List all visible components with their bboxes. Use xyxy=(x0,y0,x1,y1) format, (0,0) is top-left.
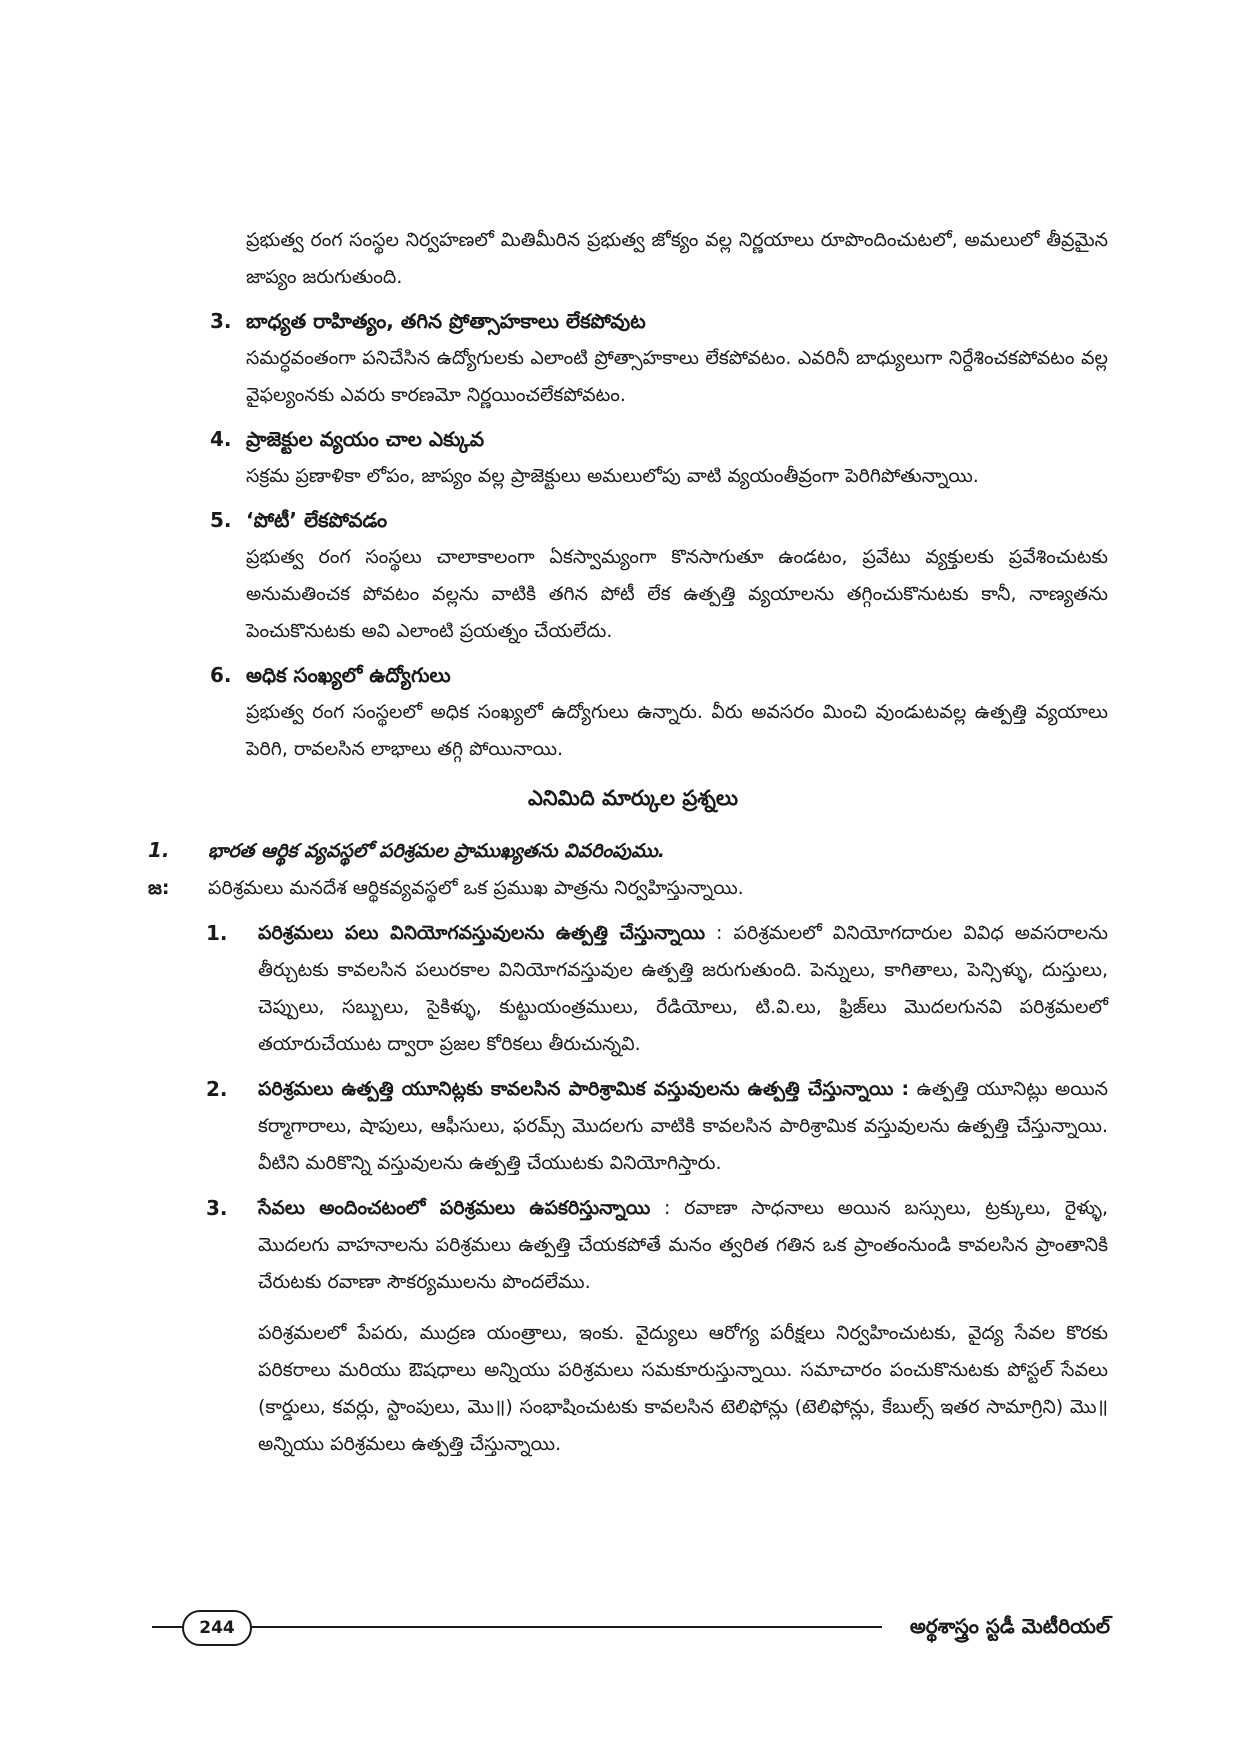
point-number: 4. xyxy=(210,427,232,451)
point-b3 xyxy=(158,1190,1108,1301)
answer xyxy=(148,870,1108,907)
points-section-b xyxy=(158,915,1108,1301)
point-a5 xyxy=(158,501,1108,650)
footer-book-title: అర్థశాస్త్రం స్టడీ మెటీరియల్ xyxy=(909,1614,1110,1638)
page-footer xyxy=(152,1606,1110,1646)
page-number-badge: 244 xyxy=(182,1610,252,1646)
point-number: 3. xyxy=(210,309,232,333)
point-text: సమర్ధవంతంగా పనిచేసిన ఉద్యోగులకు ఎలాంటి ప్రోత్సాహకాలు లేకపోవటం. ఎవరినీ బాధ్యులుగా నిర్దేశించకపోవటం వల్ల వైఫల్యంనకు ఎవరు కారణమో నిర్ణయించలేకపోవటం. xyxy=(246,347,1108,406)
point-heading: బాధ్యత రాహిత్యం, తగిన ప్రోత్సాహకాలు లేకపోవుట xyxy=(246,309,646,333)
section-title: ఎనిమిది మార్కుల ప్రశ్నలు xyxy=(527,786,739,810)
point-heading: ప్రాజెక్టుల వ్యయం చాల ఎక్కువ xyxy=(246,427,485,451)
points-section-a xyxy=(158,302,1108,768)
point-number: 3. xyxy=(206,1196,228,1220)
point-text: ప్రభుత్వ రంగ సంస్థలలో అధిక సంఖ్యలో ఉద్యోగులు ఉన్నారు. వీరు అవసరం మించి వుండుటవల్ల ఉత్పత్తి వ్యయాలు పెరిగి, రావలసిన లాభాలు తగ్గి పోయినాయి. xyxy=(246,701,1108,760)
top-paragraph: ప్రభుత్వ రంగ సంస్థల నిర్వహణలో మితిమీరిన ప్రభుత్వ జోక్యం వల్ల నిర్ణయాలు రూపొందించుటలో, అమలులో తీవ్రమైన జాప్యం జరుగుతుంది. xyxy=(246,229,1108,288)
point-text: ప్రభుత్వ రంగ సంస్థలు చాలాకాలంగా ఏకస్వామ్యంగా కొనసాగుతూ ఉండటం, ప్రవేటు వ్యక్తులకు ప్రవేశించుటకు అనుమతించక పోవటం వల్లను వాటికి తగిన పోటీ లేక ఉత్పత్తి వ్యయాలను తగ్గించుకొనుటకు కానీ, నాణ్యతను పెంచుకొనుటకు అవి ఎలాంటి ప్రయత్నం చేయలేదు. xyxy=(246,546,1108,642)
answer-text: పరిశ్రమలు మనదేశ ఆర్థికవ్యవస్థలో ఒక ప్రముఖ పాత్రను నిర్వహిస్తున్నాయి. xyxy=(208,877,744,899)
point-b1 xyxy=(158,915,1108,1063)
question xyxy=(148,832,1108,870)
question-text: భారత ఆర్థిక వ్యవస్థలో పరిశ్రమల ప్రాముఖ్యతను వివరింపుము. xyxy=(208,840,666,862)
point-number: 2. xyxy=(206,1077,228,1101)
question-number: 1. xyxy=(148,838,170,862)
point-bold-heading: పరిశ్రమలు ఉత్పత్తి యూనిట్లకు కావలసిన పారిశ్రామిక వస్తువులను ఉత్పత్తి చేస్తున్నాయి : xyxy=(258,1078,910,1100)
point-number: 1. xyxy=(206,921,228,945)
point-a3 xyxy=(158,302,1108,414)
point-text: : పరిశ్రమలలో వినియోగదారుల వివిధ అవసరాలను తీర్చుటకు కావలసిన పలురకాల వినియోగవస్తువుల ఉత్పత్తి జరుగుతుంది. పెన్నులు, కాగితాలు, పెన్సిళ్ళు, దుస్తులు, చెప్పులు, సబ్బులు, సైకిళ్ళు, కుట్టుయంత్రములు, రేడియోలు, టి.వి.లు, ఫ్రిజ్‌లు మొదలగునవి పరిశ్రమలలో తయారుచేయుట ద్వారా ప్రజల కోరికలు తీరుచున్నవి. xyxy=(258,922,1108,1055)
point-bold-heading: పరిశ్రమలు పలు వినియోగవస్తువులను ఉత్పత్తి చేస్తున్నాయి xyxy=(258,922,706,944)
point-a4 xyxy=(158,420,1108,495)
point-text: సక్రమ ప్రణాళికా లోపం, జాప్యం వల్ల ప్రాజెక్టులు అమలులోపు వాటి వ్యయంతీవ్రంగా పెరిగిపోతున్నాయి. xyxy=(246,465,979,487)
footer-rule xyxy=(152,1626,882,1628)
page-content xyxy=(148,222,1108,1463)
point-number: 6. xyxy=(210,663,232,687)
closing-paragraph: పరిశ్రమలలో పేపరు, ముద్రణ యంత్రాలు, ఇంకు. వైద్యులు ఆరోగ్య పరీక్షలు నిర్వహించుటకు, వైద్య సేవల కొరకు పరికరాలు మరియు ఔషధాలు అన్నియు పరిశ్రమలు సమకూరుస్తున్నాయి. సమాచారం పంచుకొనుటకు పోస్టల్ సేవలు (కార్డులు, కవర్లు, స్టాంపులు, మొ॥) సంభాషించుటకు కావలసిన టెలిఫోన్లు (టెలిఫోన్లు, కేబుల్స్ ఇతర సామాగ్రిని) మొ॥ అన్నియు పరిశ్రమలు ఉత్పత్తి చేస్తున్నాయి. xyxy=(258,1322,1108,1455)
point-heading: అధిక సంఖ్యలో ఉద్యోగులు xyxy=(246,663,451,687)
answer-label: జ: xyxy=(148,877,170,899)
point-b2 xyxy=(158,1071,1108,1182)
point-text: ఉత్పత్తి యూనిట్లు అయిన కర్మాగారాలు, షాపులు, ఆఫీసులు, ఫరమ్స్ మొదలగు వాటికి కావలసిన పారిశ్రామిక వస్తువులను ఉత్పత్తి చేస్తున్నాయి. వీటిని మరికొన్ని వస్తువులను ఉత్పత్తి చేయుటకు వినియోగిస్తారు. xyxy=(258,1078,1108,1174)
point-a6 xyxy=(158,656,1108,768)
point-number: 5. xyxy=(210,508,232,532)
point-text: : రవాణా సాధనాలు అయిన బస్సులు, ట్రక్కులు, రైళ్ళు, మొదలగు వాహనాలను పరిశ్రమలు ఉత్పత్తి చేయకపోతే మనం త్వరిత గతిన ఒక ప్రాంతంనుండి కావలసిన ప్రాంతానికి చేరుటకు రవాణా సౌకర్యములను పొందలేము. xyxy=(258,1197,1108,1293)
point-heading: ‘పోటీ’ లేకపోవడం xyxy=(246,508,388,532)
point-bold-heading: సేవలు అందించటంలో పరిశ్రమలు ఉపకరిస్తున్నాయి xyxy=(258,1197,651,1219)
